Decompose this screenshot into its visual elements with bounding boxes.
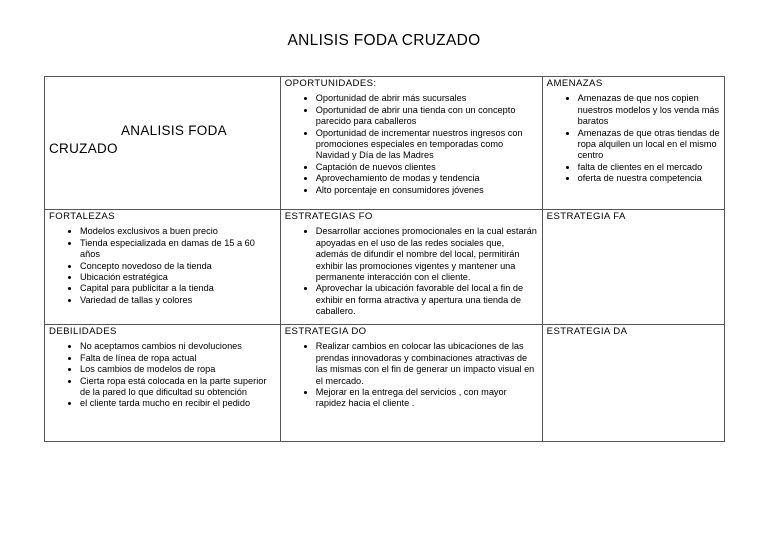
debilidades-header: DEBILIDADES bbox=[49, 326, 117, 337]
page-title: ANLISIS FODA CRUZADO bbox=[287, 32, 481, 49]
list-item: • falta de clientes en el mercado bbox=[578, 162, 721, 173]
fortalezas-header: FORTALEZAS bbox=[49, 211, 116, 222]
corner-title: ANALISIS FODA CRUZADO bbox=[49, 123, 227, 156]
list-item: • Amenazas de que otras tiendas de ropa alquilen un local en el mismo centro bbox=[578, 128, 721, 162]
amenazas-cell bbox=[542, 77, 724, 210]
foda-table bbox=[44, 76, 725, 442]
estrategias-fo-cell bbox=[280, 210, 542, 325]
estrategia-fa-cell bbox=[542, 210, 724, 325]
fortalezas-list bbox=[49, 226, 277, 306]
estrategia-do-header: ESTRATEGIA DO bbox=[284, 326, 367, 337]
estrategia-fa-header: ESTRATEGIA FA bbox=[546, 211, 626, 222]
list-item: • oferta de nuestra competencia bbox=[578, 173, 721, 184]
estrategia-da-cell bbox=[542, 325, 724, 442]
list-item: • Desarrollar acciones promocionales en la cual estarán apoyadas en el uso de las redes sociales que, además de difundir el nombre del local, permitirán exhibir las promociones vigentes y mantener una permanente interacción con el cliente. bbox=[316, 226, 539, 283]
list-item: • Concepto novedoso de la tienda bbox=[80, 261, 277, 272]
list-item: • Falta de línea de ropa actual bbox=[80, 353, 277, 364]
debilidades-list bbox=[49, 341, 277, 409]
oportunidades-list bbox=[285, 93, 539, 196]
debilidades-cell bbox=[45, 325, 281, 442]
table-row bbox=[45, 325, 725, 442]
list-item: • el cliente tarda mucho en recibir el pedido bbox=[80, 398, 277, 409]
estrategia-do-list bbox=[285, 341, 539, 409]
list-item: • Oportunidad de abrir más sucursales bbox=[316, 93, 539, 104]
estrategias-fo-list bbox=[285, 226, 539, 317]
estrategias-fo-header: ESTRATEGIAS FO bbox=[284, 211, 373, 222]
list-item: • Oportunidad de incrementar nuestros ingresos con promociones especiales en temporadas como Navidad y Día de las Madres bbox=[316, 128, 539, 162]
list-item: • Alto porcentaje en consumidores jóvenes bbox=[316, 185, 539, 196]
oportunidades-cell bbox=[280, 77, 542, 210]
list-item: • Oportunidad de abrir una tienda con un concepto parecido para caballeros bbox=[316, 105, 539, 128]
list-item: • Mejorar en la entrega del servicios , con mayor rapidez hacia el cliente . bbox=[316, 387, 539, 410]
fortalezas-cell bbox=[45, 210, 281, 325]
amenazas-list bbox=[547, 93, 721, 184]
table-row bbox=[45, 77, 725, 210]
list-item: • Ubicación estratégica bbox=[80, 272, 277, 283]
list-item: • Cierta ropa está colocada en la parte superior de la pared lo que dificultad su obtención bbox=[80, 376, 277, 399]
list-item: • Variedad de tallas y colores bbox=[80, 295, 277, 306]
list-item: • Tienda especializada en damas de 15 a 60 años bbox=[80, 238, 277, 261]
list-item: • Aprovechar la ubicación favorable del local a fin de exhibir en forma atractiva y apertura una tienda de caballero. bbox=[316, 283, 539, 317]
list-item: • No aceptamos cambios ni devoluciones bbox=[80, 341, 277, 352]
table-row bbox=[45, 210, 725, 325]
estrategia-do-cell bbox=[280, 325, 542, 442]
estrategia-da-header: ESTRATEGIA DA bbox=[546, 326, 628, 337]
list-item: • Amenazas de que nos copien nuestros modelos y los venda más baratos bbox=[578, 93, 721, 127]
list-item: • Aprovechamiento de modas y tendencia bbox=[316, 173, 539, 184]
list-item: • Los cambios de modelos de ropa bbox=[80, 364, 277, 375]
amenazas-header: AMENAZAS bbox=[546, 78, 603, 89]
list-item: • Modelos exclusivos a buen precio bbox=[80, 226, 277, 237]
corner-cell bbox=[45, 77, 281, 210]
list-item: • Realizar cambios en colocar las ubicaciones de las prendas innovadoras y combinaciones atractivas de las mismas con el fin de generar un impacto visual en el mercado. bbox=[316, 341, 539, 387]
list-item: • Captación de nuevos clientes bbox=[316, 162, 539, 173]
oportunidades-header: OPORTUNIDADES: bbox=[284, 78, 377, 89]
list-item: • Capital para publicitar a la tienda bbox=[80, 283, 277, 294]
